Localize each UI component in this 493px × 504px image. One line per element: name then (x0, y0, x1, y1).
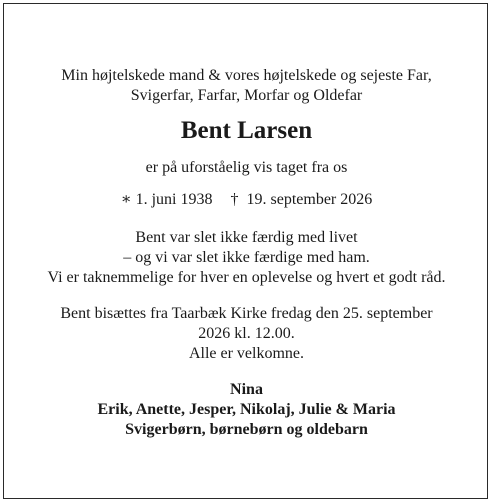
signature-line: Erik, Anette, Jesper, Nikolaj, Julie & Maria (97, 401, 396, 418)
verse-text (0, 228, 493, 288)
life-dates (0, 190, 493, 210)
deceased-name: Bent Larsen (180, 117, 313, 144)
family-signature (0, 380, 493, 440)
death-cross-icon: † (230, 191, 239, 208)
birth-star-icon: ∗ (120, 191, 132, 208)
funeral-line: Bent bisættes fra Taarbæk Kirke fredag den 25. september (60, 305, 433, 322)
verse-line: – og vi var slet ikke færdige med ham. (123, 249, 370, 266)
birth-date: 1. juni 1938 (135, 191, 213, 208)
funeral-line: 2026 kl. 12.00. (198, 325, 295, 342)
intro-line: Svigerfar, Farfar, Morfar og Oldefar (130, 87, 363, 104)
funeral-line: Alle er velkomne. (188, 345, 305, 362)
signature-line: Nina (230, 381, 263, 398)
verse-line: Bent var slet ikke færdig med livet (135, 229, 358, 246)
funeral-details (0, 304, 493, 364)
intro-line: Min højtelskede mand & vores højtelskede og sejeste Far, (61, 67, 432, 84)
passed-text: er på uforståelig vis taget fra os (145, 159, 348, 176)
death-date: 19. september 2026 (246, 191, 373, 208)
signature-line: Svigerbørn, børnebørn og oldebarn (125, 421, 368, 438)
intro-text (0, 66, 493, 106)
verse-line: Vi er taknemmelige for hver en oplevelse og hvert et godt råd. (47, 269, 446, 286)
